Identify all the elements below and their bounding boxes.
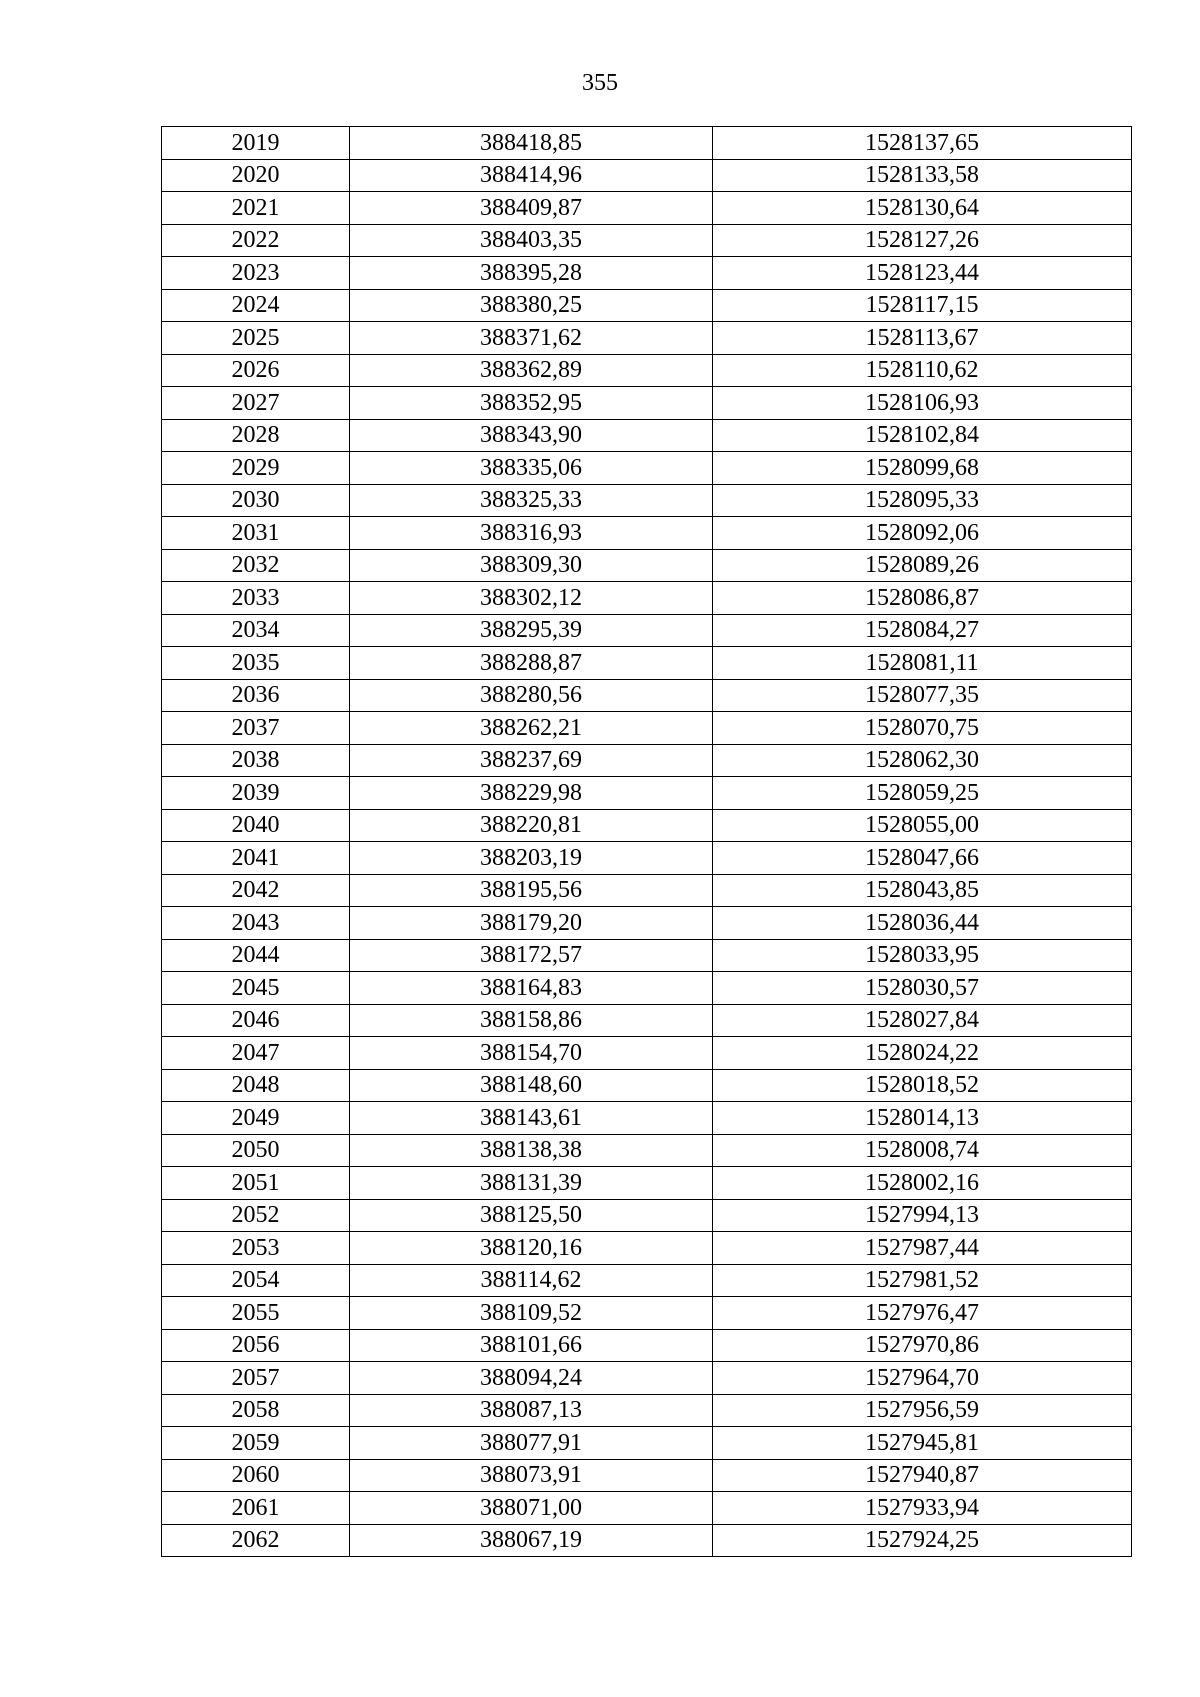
y-coordinate-cell: 1527987,44 <box>713 1232 1132 1265</box>
point-number-cell: 2037 <box>162 712 350 745</box>
point-number-cell: 2039 <box>162 777 350 810</box>
point-number-cell: 2042 <box>162 874 350 907</box>
y-coordinate-cell: 1527976,47 <box>713 1297 1132 1330</box>
x-coordinate-cell: 388179,20 <box>350 907 713 940</box>
y-coordinate-cell: 1527964,70 <box>713 1362 1132 1395</box>
point-number-cell: 2021 <box>162 192 350 225</box>
x-coordinate-cell: 388138,38 <box>350 1134 713 1167</box>
table-row <box>162 1427 1132 1460</box>
point-number-cell: 2057 <box>162 1362 350 1395</box>
point-number-cell: 2038 <box>162 744 350 777</box>
y-coordinate-cell: 1528084,27 <box>713 614 1132 647</box>
x-coordinate-cell: 388203,19 <box>350 842 713 875</box>
point-number-cell: 2027 <box>162 387 350 420</box>
x-coordinate-cell: 388087,13 <box>350 1394 713 1427</box>
y-coordinate-cell: 1528047,66 <box>713 842 1132 875</box>
x-coordinate-cell: 388335,06 <box>350 452 713 485</box>
point-number-cell: 2052 <box>162 1199 350 1232</box>
table-row <box>162 1232 1132 1265</box>
table-row <box>162 939 1132 972</box>
y-coordinate-cell: 1528089,26 <box>713 549 1132 582</box>
point-number-cell: 2033 <box>162 582 350 615</box>
table-row <box>162 679 1132 712</box>
table-row <box>162 1264 1132 1297</box>
x-coordinate-cell: 388164,83 <box>350 972 713 1005</box>
y-coordinate-cell: 1528092,06 <box>713 517 1132 550</box>
point-number-cell: 2045 <box>162 972 350 1005</box>
x-coordinate-cell: 388148,60 <box>350 1069 713 1102</box>
x-coordinate-cell: 388131,39 <box>350 1167 713 1200</box>
table-row <box>162 127 1132 160</box>
y-coordinate-cell: 1528113,67 <box>713 322 1132 355</box>
x-coordinate-cell: 388418,85 <box>350 127 713 160</box>
table-row <box>162 354 1132 387</box>
point-number-cell: 2022 <box>162 224 350 257</box>
x-coordinate-cell: 388067,19 <box>350 1524 713 1557</box>
table-row <box>162 1134 1132 1167</box>
point-number-cell: 2020 <box>162 159 350 192</box>
x-coordinate-cell: 388325,33 <box>350 484 713 517</box>
y-coordinate-cell: 1528123,44 <box>713 257 1132 290</box>
x-coordinate-cell: 388302,12 <box>350 582 713 615</box>
x-coordinate-cell: 388143,61 <box>350 1102 713 1135</box>
y-coordinate-cell: 1528059,25 <box>713 777 1132 810</box>
point-number-cell: 2059 <box>162 1427 350 1460</box>
y-coordinate-cell: 1528137,65 <box>713 127 1132 160</box>
y-coordinate-cell: 1528036,44 <box>713 907 1132 940</box>
x-coordinate-cell: 388229,98 <box>350 777 713 810</box>
y-coordinate-cell: 1527940,87 <box>713 1459 1132 1492</box>
table-row <box>162 257 1132 290</box>
table-row <box>162 387 1132 420</box>
table-row <box>162 1199 1132 1232</box>
y-coordinate-cell: 1527970,86 <box>713 1329 1132 1362</box>
table-row <box>162 907 1132 940</box>
x-coordinate-cell: 388409,87 <box>350 192 713 225</box>
table-row <box>162 484 1132 517</box>
point-number-cell: 2024 <box>162 289 350 322</box>
y-coordinate-cell: 1527981,52 <box>713 1264 1132 1297</box>
y-coordinate-cell: 1528127,26 <box>713 224 1132 257</box>
x-coordinate-cell: 388280,56 <box>350 679 713 712</box>
table-row <box>162 744 1132 777</box>
table-row <box>162 159 1132 192</box>
y-coordinate-cell: 1528043,85 <box>713 874 1132 907</box>
y-coordinate-cell: 1528086,87 <box>713 582 1132 615</box>
x-coordinate-cell: 388414,96 <box>350 159 713 192</box>
table-row <box>162 1362 1132 1395</box>
table-row <box>162 809 1132 842</box>
x-coordinate-cell: 388077,91 <box>350 1427 713 1460</box>
point-number-cell: 2053 <box>162 1232 350 1265</box>
point-number-cell: 2051 <box>162 1167 350 1200</box>
x-coordinate-cell: 388158,86 <box>350 1004 713 1037</box>
point-number-cell: 2025 <box>162 322 350 355</box>
table-row <box>162 972 1132 1005</box>
table-row <box>162 1037 1132 1070</box>
point-number-cell: 2056 <box>162 1329 350 1362</box>
y-coordinate-cell: 1528018,52 <box>713 1069 1132 1102</box>
x-coordinate-cell: 388237,69 <box>350 744 713 777</box>
table-body <box>162 127 1132 1557</box>
point-number-cell: 2054 <box>162 1264 350 1297</box>
x-coordinate-cell: 388262,21 <box>350 712 713 745</box>
coordinates-table <box>161 126 1132 1557</box>
x-coordinate-cell: 388101,66 <box>350 1329 713 1362</box>
x-coordinate-cell: 388362,89 <box>350 354 713 387</box>
point-number-cell: 2050 <box>162 1134 350 1167</box>
y-coordinate-cell: 1528102,84 <box>713 419 1132 452</box>
point-number-cell: 2019 <box>162 127 350 160</box>
table-row <box>162 712 1132 745</box>
table-row <box>162 1329 1132 1362</box>
table-row <box>162 777 1132 810</box>
table-row <box>162 549 1132 582</box>
point-number-cell: 2044 <box>162 939 350 972</box>
x-coordinate-cell: 388343,90 <box>350 419 713 452</box>
point-number-cell: 2034 <box>162 614 350 647</box>
table-row <box>162 1297 1132 1330</box>
table-row <box>162 842 1132 875</box>
point-number-cell: 2030 <box>162 484 350 517</box>
table-row <box>162 289 1132 322</box>
table-row <box>162 322 1132 355</box>
point-number-cell: 2023 <box>162 257 350 290</box>
y-coordinate-cell: 1528014,13 <box>713 1102 1132 1135</box>
y-coordinate-cell: 1528110,62 <box>713 354 1132 387</box>
y-coordinate-cell: 1527994,13 <box>713 1199 1132 1232</box>
y-coordinate-cell: 1528117,15 <box>713 289 1132 322</box>
point-number-cell: 2058 <box>162 1394 350 1427</box>
y-coordinate-cell: 1528070,75 <box>713 712 1132 745</box>
y-coordinate-cell: 1527924,25 <box>713 1524 1132 1557</box>
x-coordinate-cell: 388109,52 <box>350 1297 713 1330</box>
y-coordinate-cell: 1527933,94 <box>713 1492 1132 1525</box>
point-number-cell: 2029 <box>162 452 350 485</box>
point-number-cell: 2028 <box>162 419 350 452</box>
table-row <box>162 224 1132 257</box>
x-coordinate-cell: 388073,91 <box>350 1459 713 1492</box>
point-number-cell: 2041 <box>162 842 350 875</box>
point-number-cell: 2032 <box>162 549 350 582</box>
y-coordinate-cell: 1528055,00 <box>713 809 1132 842</box>
table-row <box>162 517 1132 550</box>
table-row <box>162 1459 1132 1492</box>
x-coordinate-cell: 388094,24 <box>350 1362 713 1395</box>
y-coordinate-cell: 1528062,30 <box>713 744 1132 777</box>
table-row <box>162 1524 1132 1557</box>
table-row <box>162 192 1132 225</box>
x-coordinate-cell: 388288,87 <box>350 647 713 680</box>
x-coordinate-cell: 388220,81 <box>350 809 713 842</box>
x-coordinate-cell: 388195,56 <box>350 874 713 907</box>
x-coordinate-cell: 388352,95 <box>350 387 713 420</box>
point-number-cell: 2043 <box>162 907 350 940</box>
y-coordinate-cell: 1528106,93 <box>713 387 1132 420</box>
y-coordinate-cell: 1528099,68 <box>713 452 1132 485</box>
y-coordinate-cell: 1528095,33 <box>713 484 1132 517</box>
y-coordinate-cell: 1528077,35 <box>713 679 1132 712</box>
page-number: 355 <box>582 70 618 96</box>
y-coordinate-cell: 1528002,16 <box>713 1167 1132 1200</box>
point-number-cell: 2055 <box>162 1297 350 1330</box>
point-number-cell: 2047 <box>162 1037 350 1070</box>
table-row <box>162 1102 1132 1135</box>
y-coordinate-cell: 1528024,22 <box>713 1037 1132 1070</box>
x-coordinate-cell: 388380,25 <box>350 289 713 322</box>
y-coordinate-cell: 1527956,59 <box>713 1394 1132 1427</box>
point-number-cell: 2036 <box>162 679 350 712</box>
x-coordinate-cell: 388172,57 <box>350 939 713 972</box>
point-number-cell: 2046 <box>162 1004 350 1037</box>
x-coordinate-cell: 388309,30 <box>350 549 713 582</box>
x-coordinate-cell: 388071,00 <box>350 1492 713 1525</box>
y-coordinate-cell: 1528030,57 <box>713 972 1132 1005</box>
table-row <box>162 1167 1132 1200</box>
point-number-cell: 2048 <box>162 1069 350 1102</box>
x-coordinate-cell: 388125,50 <box>350 1199 713 1232</box>
table-row <box>162 452 1132 485</box>
x-coordinate-cell: 388114,62 <box>350 1264 713 1297</box>
point-number-cell: 2026 <box>162 354 350 387</box>
point-number-cell: 2040 <box>162 809 350 842</box>
x-coordinate-cell: 388371,62 <box>350 322 713 355</box>
point-number-cell: 2060 <box>162 1459 350 1492</box>
table-row <box>162 647 1132 680</box>
point-number-cell: 2031 <box>162 517 350 550</box>
table-row <box>162 582 1132 615</box>
point-number-cell: 2049 <box>162 1102 350 1135</box>
x-coordinate-cell: 388154,70 <box>350 1037 713 1070</box>
y-coordinate-cell: 1528081,11 <box>713 647 1132 680</box>
y-coordinate-cell: 1527945,81 <box>713 1427 1132 1460</box>
table-row <box>162 614 1132 647</box>
x-coordinate-cell: 388395,28 <box>350 257 713 290</box>
table-row <box>162 874 1132 907</box>
y-coordinate-cell: 1528033,95 <box>713 939 1132 972</box>
y-coordinate-cell: 1528027,84 <box>713 1004 1132 1037</box>
x-coordinate-cell: 388316,93 <box>350 517 713 550</box>
table-row <box>162 419 1132 452</box>
table-row <box>162 1069 1132 1102</box>
table-row <box>162 1394 1132 1427</box>
table-row <box>162 1492 1132 1525</box>
x-coordinate-cell: 388295,39 <box>350 614 713 647</box>
x-coordinate-cell: 388403,35 <box>350 224 713 257</box>
y-coordinate-cell: 1528008,74 <box>713 1134 1132 1167</box>
x-coordinate-cell: 388120,16 <box>350 1232 713 1265</box>
point-number-cell: 2061 <box>162 1492 350 1525</box>
table-row <box>162 1004 1132 1037</box>
point-number-cell: 2062 <box>162 1524 350 1557</box>
y-coordinate-cell: 1528130,64 <box>713 192 1132 225</box>
y-coordinate-cell: 1528133,58 <box>713 159 1132 192</box>
point-number-cell: 2035 <box>162 647 350 680</box>
